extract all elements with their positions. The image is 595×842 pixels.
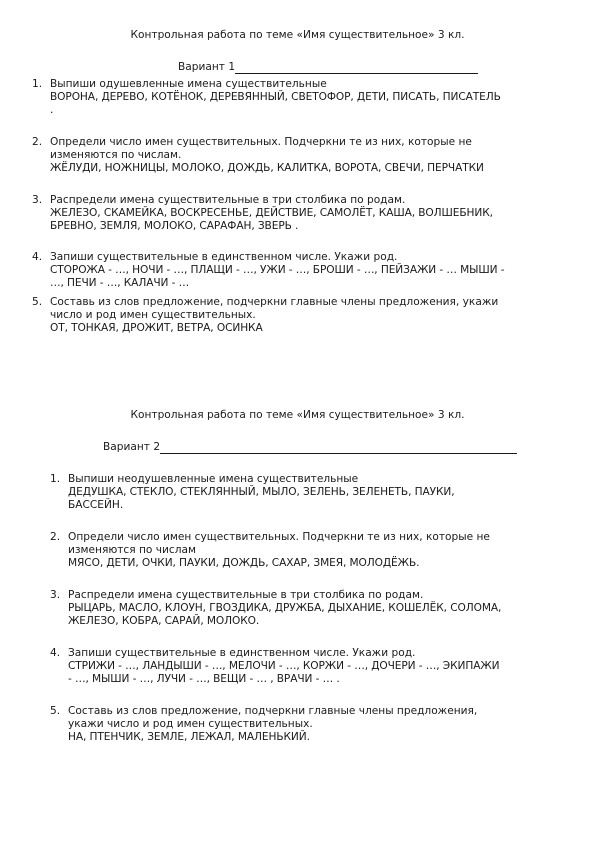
task-number: 5. bbox=[50, 705, 61, 717]
task-words: СТОРОЖА - …, НОЧИ - …, ПЛАЩИ - …, УЖИ - …, БРОШИ - …, ПЕЙЗАЖИ - … МЫШИ - bbox=[50, 264, 505, 276]
test-title-variant-1: Контрольная работа по теме «Имя существительное» 3 кл. bbox=[130, 29, 465, 41]
task-number: 3. bbox=[50, 589, 61, 601]
task-instruction: Определи число имен существительных. Подчеркни те из них, которые не bbox=[50, 136, 472, 148]
task-instruction: изменяются по числам bbox=[68, 544, 196, 556]
task-number: 4. bbox=[32, 251, 43, 263]
task-instruction: Составь из слов предложение, подчеркни главные члены предложения, bbox=[68, 705, 478, 717]
task-instruction: Составь из слов предложение, подчеркни главные члены предложения, укажи bbox=[50, 296, 499, 308]
variant-1-name-line bbox=[235, 62, 478, 74]
variant-2-header bbox=[103, 441, 517, 454]
task-instruction: Распредели имена существительные в три столбика по родам. bbox=[68, 589, 424, 601]
task-instruction: изменяются по числам. bbox=[50, 149, 182, 161]
task-words: МЯСО, ДЕТИ, ОЧКИ, ПАУКИ, ДОЖДЬ, САХАР, ЗМЕЯ, МОЛОДЁЖЬ. bbox=[68, 557, 420, 569]
task-words: ВОРОНА, ДЕРЕВО, КОТЁНОК, ДЕРЕВЯННЫЙ, СВЕТОФОР, ДЕТИ, ПИСАТЬ, ПИСАТЕЛЬ bbox=[50, 91, 501, 103]
variant-1-label: Вариант 1 bbox=[178, 61, 236, 73]
variant-2-label: Вариант 2 bbox=[103, 441, 161, 453]
task-words: СТРИЖИ - …, ЛАНДЫШИ - …, МЕЛОЧИ - …, КОРЖИ - …, ДОЧЕРИ - …, ЭКИПАЖИ bbox=[68, 660, 500, 672]
task-words: БАССЕЙН. bbox=[68, 499, 124, 511]
task-words: …, ПЕЧИ - …, КАЛАЧИ - … bbox=[50, 277, 190, 289]
task-words: . bbox=[50, 104, 54, 116]
task-words: - …, МЫШИ - …, ЛУЧИ - …, ВЕЩИ - … , ВРАЧИ - … . bbox=[68, 673, 340, 685]
task-number: 3. bbox=[32, 194, 43, 206]
variant-1-header bbox=[178, 61, 478, 74]
task-number: 1. bbox=[50, 473, 61, 485]
task-number: 5. bbox=[32, 296, 43, 308]
task-instruction: Запиши существительные в единственном числе. Укажи род. bbox=[50, 251, 398, 263]
task-number: 2. bbox=[50, 531, 61, 543]
task-words: РЫЦАРЬ, МАСЛО, КЛОУН, ГВОЗДИКА, ДРУЖБА, ДЫХАНИЕ, КОШЕЛЁК, СОЛОМА, bbox=[68, 602, 502, 614]
task-words: ОТ, ТОНКАЯ, ДРОЖИТ, ВЕТРА, ОСИНКА bbox=[50, 322, 263, 334]
task-words: ЖЕЛЕЗО, КОБРА, САРАЙ, МОЛОКО. bbox=[68, 615, 260, 627]
task-instruction: Запиши существительные в единственном числе. Укажи род. bbox=[68, 647, 416, 659]
task-number: 1. bbox=[32, 78, 43, 90]
task-words: БРЕВНО, ЗЕМЛЯ, МОЛОКО, САРАФАН, ЗВЕРЬ . bbox=[50, 220, 299, 232]
task-instruction: укажи число и род имен существительных. bbox=[68, 718, 313, 730]
task-number: 2. bbox=[32, 136, 43, 148]
task-instruction: Распредели имена существительные в три столбика по родам. bbox=[50, 194, 406, 206]
variant-2-name-line bbox=[160, 442, 517, 454]
task-instruction: Выпиши одушевленные имена существительные bbox=[50, 78, 327, 90]
task-words: ДЕДУШКА, СТЕКЛО, СТЕКЛЯННЫЙ, МЫЛО, ЗЕЛЕНЬ, ЗЕЛЕНЕТЬ, ПАУКИ, bbox=[68, 486, 455, 498]
task-words: ЖЁЛУДИ, НОЖНИЦЫ, МОЛОКО, ДОЖДЬ, КАЛИТКА, ВОРОТА, СВЕЧИ, ПЕРЧАТКИ bbox=[50, 162, 484, 174]
task-words: ЖЕЛЕЗО, СКАМЕЙКА, ВОСКРЕСЕНЬЕ, ДЕЙСТВИЕ, САМОЛЁТ, КАША, ВОЛШЕБНИК, bbox=[50, 207, 493, 219]
task-instruction: Определи число имен существительных. Подчеркни те из них, которые не bbox=[68, 531, 490, 543]
task-instruction: Выпиши неодушевленные имена существительные bbox=[68, 473, 359, 485]
task-number: 4. bbox=[50, 647, 61, 659]
task-words: НА, ПТЕНЧИК, ЗЕМЛЕ, ЛЕЖАЛ, МАЛЕНЬКИЙ. bbox=[68, 731, 310, 743]
test-title-variant-2: Контрольная работа по теме «Имя существительное» 3 кл. bbox=[130, 409, 465, 421]
task-instruction: число и род имен существительных. bbox=[50, 309, 256, 321]
